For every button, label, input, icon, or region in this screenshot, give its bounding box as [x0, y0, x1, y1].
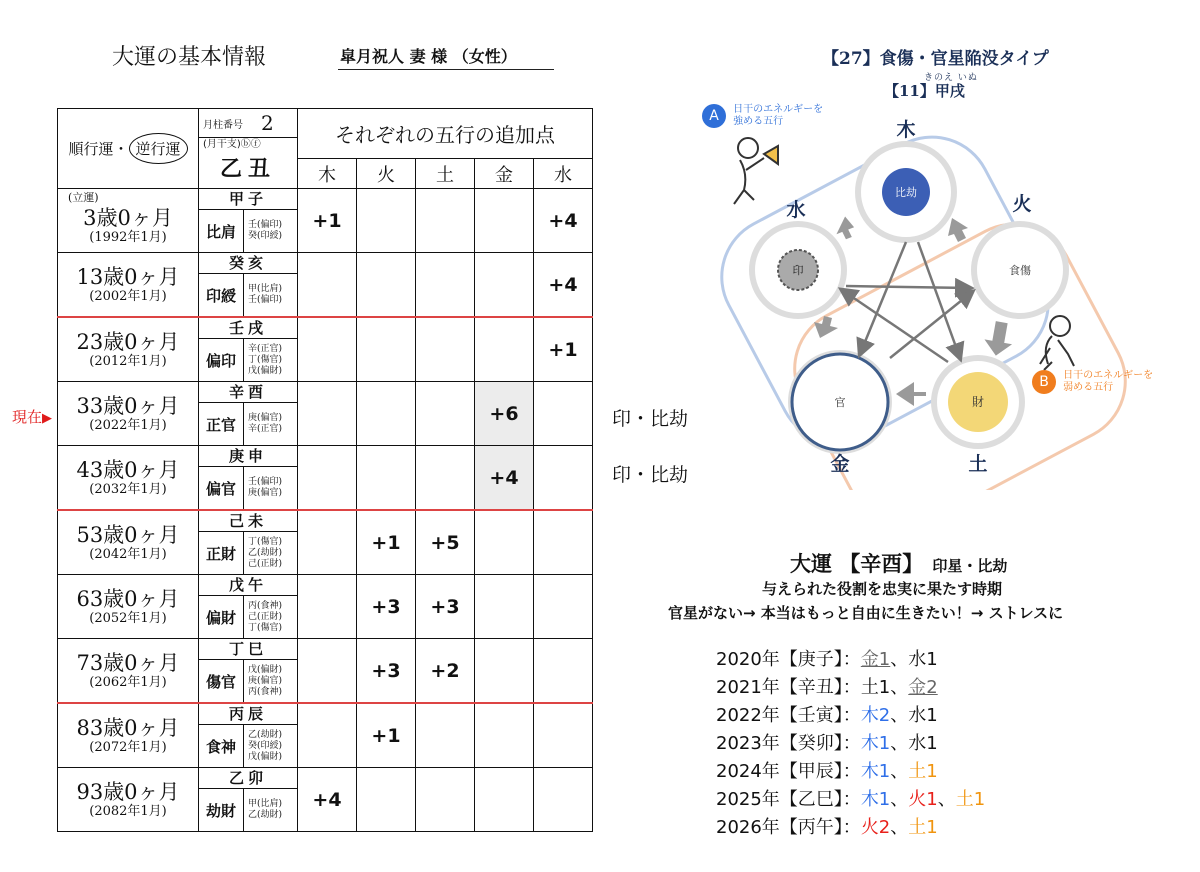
point-cell [357, 189, 416, 253]
pillar-cell [199, 575, 298, 639]
element-value: 土1 [860, 677, 891, 698]
year-line [716, 758, 985, 786]
summary-line1: 与えられた役割を忠実に果たす時期 [762, 580, 1003, 598]
age-cell [58, 575, 199, 639]
point-cell [534, 446, 593, 511]
point-cell [475, 768, 534, 832]
pillar-cell [199, 317, 298, 382]
pillar-cell [199, 510, 298, 575]
hidden-stem: 戊(偏財) [248, 365, 283, 376]
age-cell [58, 317, 199, 382]
age: 63歳0ヶ月 [76, 587, 180, 611]
point-cell: +1 [357, 703, 416, 768]
point-cell [357, 768, 416, 832]
hidden-stem: 己(正財) [248, 558, 283, 569]
node-wood-role: 比劫 [895, 186, 917, 199]
year-label: 2022年【壬寅】： [716, 705, 861, 726]
year-line [716, 814, 985, 842]
month-pillar-label: 月柱番号 [203, 119, 243, 131]
age-cell [58, 189, 199, 253]
element-value: 、 [890, 649, 909, 670]
month-pillar-kan-label: (月干支)ⓑⓕ [199, 137, 297, 152]
element-value: 土1 [908, 761, 938, 782]
luck-row [58, 317, 593, 382]
element-value: 、 [890, 705, 909, 726]
person-name: 皐月祝人 妻 様 （女性） [338, 44, 554, 70]
node-water [752, 198, 844, 316]
node-fire [974, 192, 1066, 316]
age: 23歳0ヶ月 [76, 330, 180, 354]
point-cell [534, 575, 593, 639]
hidden-stem: 乙(劫財) [248, 729, 283, 740]
pillar-cell [199, 189, 298, 253]
point-cell [357, 382, 416, 446]
point-cell: +1 [357, 510, 416, 575]
element-value: 火2 [860, 817, 891, 838]
direction-header [58, 109, 199, 189]
luck-row [58, 575, 593, 639]
current-marker [12, 406, 52, 427]
point-cell [534, 639, 593, 704]
age: 13歳0ヶ月 [76, 265, 180, 289]
summary-heading [790, 548, 1007, 578]
pillar-cell [199, 768, 298, 832]
hidden-stem: 癸(印綬) [248, 231, 283, 241]
pillar-name: 戊午 [199, 575, 297, 596]
year-line [716, 786, 985, 814]
diagram-ruby: きのえ いぬ [924, 73, 978, 83]
ten-star: 偏印 [199, 339, 244, 381]
point-cell [534, 768, 593, 832]
hidden-stem: 丙(食神) [248, 686, 283, 697]
pillar-cell [199, 703, 298, 768]
pillar-cell [199, 639, 298, 704]
current-arrow-icon: ▶ [42, 411, 53, 426]
age-cell [58, 446, 199, 511]
year-line [716, 730, 985, 758]
point-cell [298, 510, 357, 575]
ten-star: 食神 [199, 725, 244, 767]
year-line [716, 646, 985, 674]
hidden-stem: 甲(比肩) [248, 284, 283, 294]
point-cell [534, 703, 593, 768]
badge-a-line2: 強める五行 [733, 116, 784, 127]
element-value: 土1 [908, 817, 938, 838]
node-metal-element: 金 [830, 453, 850, 475]
node-metal-role: 官 [834, 396, 846, 409]
hidden-stem: 辛(正官) [248, 424, 283, 434]
year-line [716, 674, 985, 702]
ten-star: 正財 [199, 532, 244, 574]
luck-cycle-table [57, 108, 593, 832]
megaphone-figure-icon [734, 138, 778, 204]
point-cell [298, 317, 357, 382]
age: 83歳0ヶ月 [76, 716, 180, 740]
pillar-name: 辛酉 [199, 382, 297, 403]
age-cell [58, 382, 199, 446]
element-value: 、 [890, 677, 909, 698]
pillar-name: 丙辰 [199, 704, 297, 725]
point-cell: +1 [298, 189, 357, 253]
page-title: 大運の基本情報 [112, 45, 267, 70]
current-label: 現在 [12, 408, 43, 426]
hidden-stem: 乙(劫財) [248, 547, 283, 558]
year-label: 2024年【甲辰】： [716, 761, 861, 782]
badge-b-line1: 日干のエネルギーを [1063, 370, 1154, 381]
element-header: 土 [416, 159, 475, 189]
pillar-name: 壬戌 [199, 318, 297, 339]
hidden-stem: 乙(劫財) [248, 810, 283, 820]
element-value: 木1 [860, 789, 891, 810]
hidden-stem: 庚(偏官) [248, 413, 283, 423]
pillar-cell [199, 446, 298, 511]
point-cell [298, 639, 357, 704]
hidden-stem: 丁(傷官) [248, 354, 283, 365]
side-note-1: 印・比劫 [612, 408, 689, 430]
pillar-name: 甲子 [199, 189, 297, 210]
summary-heading-main: 大運 【辛酉】 [790, 552, 924, 576]
year-label: 2025年【乙巳】： [716, 789, 861, 810]
ten-star: 偏官 [199, 467, 244, 509]
luck-row [58, 703, 593, 768]
month-pillar-kan: 乙丑 [219, 156, 276, 182]
luck-row [58, 639, 593, 704]
point-cell [475, 639, 534, 704]
point-cell [475, 317, 534, 382]
luck-row [58, 189, 593, 253]
year-label: 2023年【癸卯】： [716, 733, 861, 754]
point-cell: +4 [298, 768, 357, 832]
point-cell [298, 382, 357, 446]
side-note-2: 印・比劫 [612, 464, 689, 486]
ten-star: 正官 [199, 403, 244, 445]
hidden-stem: 甲(比肩) [248, 799, 283, 809]
pillar-name: 癸亥 [199, 253, 297, 274]
diagram-subtitle: 【11】甲戌 [884, 82, 965, 100]
point-cell [357, 253, 416, 318]
point-cell [475, 510, 534, 575]
point-cell [298, 446, 357, 511]
ten-star: 比肩 [199, 210, 244, 252]
ten-star: 劫財 [199, 789, 244, 831]
age: 53歳0ヶ月 [76, 523, 180, 547]
point-cell: +3 [357, 639, 416, 704]
pillar-cell [199, 382, 298, 446]
node-earth-role: 財 [971, 395, 985, 409]
point-cell: +3 [357, 575, 416, 639]
age-cell [58, 639, 199, 704]
start-date: (2042年1月) [89, 547, 167, 562]
point-cell [416, 253, 475, 318]
point-cell [416, 317, 475, 382]
node-fire-element: 火 [1012, 193, 1032, 215]
age: 3歳0ヶ月 [83, 206, 173, 230]
point-cell [298, 703, 357, 768]
point-cell [534, 382, 593, 446]
age-cell [58, 510, 199, 575]
element-value: 水1 [908, 705, 938, 726]
node-fire-role: 食傷 [1009, 264, 1031, 277]
hidden-stem: 己(正財) [248, 611, 283, 622]
hidden-stem: 丙(食神) [248, 600, 283, 611]
element-header: 金 [475, 159, 534, 189]
summary-line2: 官星がない→ 本当はもっと自由に生きたい！→ ストレスに [668, 604, 1064, 622]
element-value: 金2 [908, 677, 938, 698]
luck-row [58, 446, 593, 511]
luck-row [58, 510, 593, 575]
luck-row [58, 768, 593, 832]
badge-b [1032, 370, 1153, 394]
year-label: 2026年【丙午】： [716, 817, 861, 838]
element-value: 木1 [860, 761, 891, 782]
summary-heading-note: 印星・比劫 [932, 557, 1008, 575]
start-date: (2062年1月) [89, 675, 167, 690]
element-value: 火1 [908, 789, 938, 810]
element-value: 水1 [908, 649, 938, 670]
point-cell [416, 768, 475, 832]
ten-star: 傷官 [199, 660, 244, 702]
node-metal [790, 352, 890, 475]
element-value: 水1 [908, 733, 938, 754]
hidden-stem: 壬(偏印) [248, 477, 283, 487]
hidden-stem: 戊(偏財) [248, 751, 283, 762]
element-value: 、 [890, 817, 909, 838]
month-pillar-number: 2 [261, 111, 274, 135]
element-value: 金1 [860, 649, 891, 670]
point-cell [416, 703, 475, 768]
point-cell [357, 446, 416, 511]
age-cell [58, 253, 199, 318]
pillar-cell [199, 253, 298, 318]
hidden-stem: 戊(偏財) [248, 664, 283, 675]
ten-star: 印綬 [199, 274, 244, 316]
node-water-role: 印 [792, 264, 804, 277]
badge-b-icon: B [1032, 370, 1056, 394]
year-list [716, 646, 985, 842]
point-cell [416, 189, 475, 253]
luck-row [58, 382, 593, 446]
start-date: (2072年1月) [89, 740, 167, 755]
point-cell: +4 [534, 253, 593, 318]
start-date: (2032年1月) [89, 482, 167, 497]
start-date: (2082年1月) [89, 804, 167, 819]
five-element-diagram [700, 100, 1170, 490]
badge-a [702, 104, 823, 128]
point-cell [475, 253, 534, 318]
badge-b-line2: 弱める五行 [1063, 382, 1114, 393]
hidden-stem: 癸(印綬) [248, 740, 283, 751]
start-date: (2002年1月) [89, 289, 167, 304]
pillar-name: 乙卯 [199, 768, 297, 789]
point-cell: +1 [534, 317, 593, 382]
element-header: 水 [534, 159, 593, 189]
element-value: 木2 [860, 705, 891, 726]
point-cell: +4 [475, 446, 534, 511]
badge-a-line1: 日干のエネルギーを [733, 104, 824, 115]
node-wood-element: 木 [896, 119, 916, 141]
diagram-title: 【27】食傷・官星陥没タイプ [822, 49, 1049, 69]
point-cell [475, 189, 534, 253]
point-cell [416, 382, 475, 446]
point-cell: +2 [416, 639, 475, 704]
point-cell [298, 575, 357, 639]
age: 93歳0ヶ月 [76, 780, 180, 804]
element-value: 、 [937, 789, 956, 810]
element-value: 、 [890, 733, 909, 754]
point-cell [534, 510, 593, 575]
hidden-stem: 丁(傷官) [248, 622, 283, 633]
age-cell [58, 768, 199, 832]
month-pillar-header [199, 109, 298, 189]
point-cell [357, 317, 416, 382]
start-date: (2012年1月) [89, 354, 167, 369]
element-header: 木 [298, 159, 357, 189]
point-cell [475, 575, 534, 639]
node-earth [934, 358, 1022, 475]
node-earth-element: 土 [968, 453, 988, 475]
start-date: (1992年1月) [89, 230, 167, 245]
year-label: 2021年【辛丑】： [716, 677, 861, 698]
element-value: 土1 [955, 789, 986, 810]
point-cell [475, 703, 534, 768]
hidden-stem: 壬(偏印) [248, 295, 283, 305]
reverse-label: 逆行運 [129, 133, 188, 164]
point-cell: +5 [416, 510, 475, 575]
element-header: 火 [357, 159, 416, 189]
hidden-stem: 辛(正官) [248, 343, 283, 354]
point-cell: +3 [416, 575, 475, 639]
badge-a-icon: A [702, 104, 726, 128]
element-value: 、 [890, 789, 909, 810]
pillar-name: 丁巳 [199, 639, 297, 660]
point-cell [298, 253, 357, 318]
element-value: 、 [890, 761, 909, 782]
luck-row [58, 253, 593, 318]
year-line [716, 702, 985, 730]
element-value: 木1 [860, 733, 891, 754]
start-date: (2052年1月) [89, 611, 167, 626]
control-star [842, 242, 972, 362]
point-cell: +4 [534, 189, 593, 253]
start-date: (2022年1月) [89, 418, 167, 433]
hidden-stem: 庚(偏官) [248, 488, 283, 498]
hidden-stem: 壬(偏印) [248, 220, 283, 230]
age: 43歳0ヶ月 [76, 458, 180, 482]
pillar-name: 庚申 [199, 446, 297, 467]
dot: ・ [113, 140, 129, 158]
ten-star: 偏財 [199, 596, 244, 638]
point-cell [416, 446, 475, 511]
age: 33歳0ヶ月 [76, 394, 180, 418]
pillar-name: 己未 [199, 511, 297, 532]
hidden-stem: 丁(傷官) [248, 536, 283, 547]
additional-points-title: それぞれの五行の追加点 [298, 109, 593, 159]
year-label: 2020年【庚子】： [716, 649, 861, 670]
age: 73歳0ヶ月 [76, 651, 180, 675]
start-label: (立運) [68, 191, 99, 204]
age-cell [58, 703, 199, 768]
hidden-stem: 庚(偏官) [248, 675, 283, 686]
point-cell: +6 [475, 382, 534, 446]
forward-label: 順行運 [68, 140, 114, 158]
node-water-element: 水 [786, 199, 806, 221]
